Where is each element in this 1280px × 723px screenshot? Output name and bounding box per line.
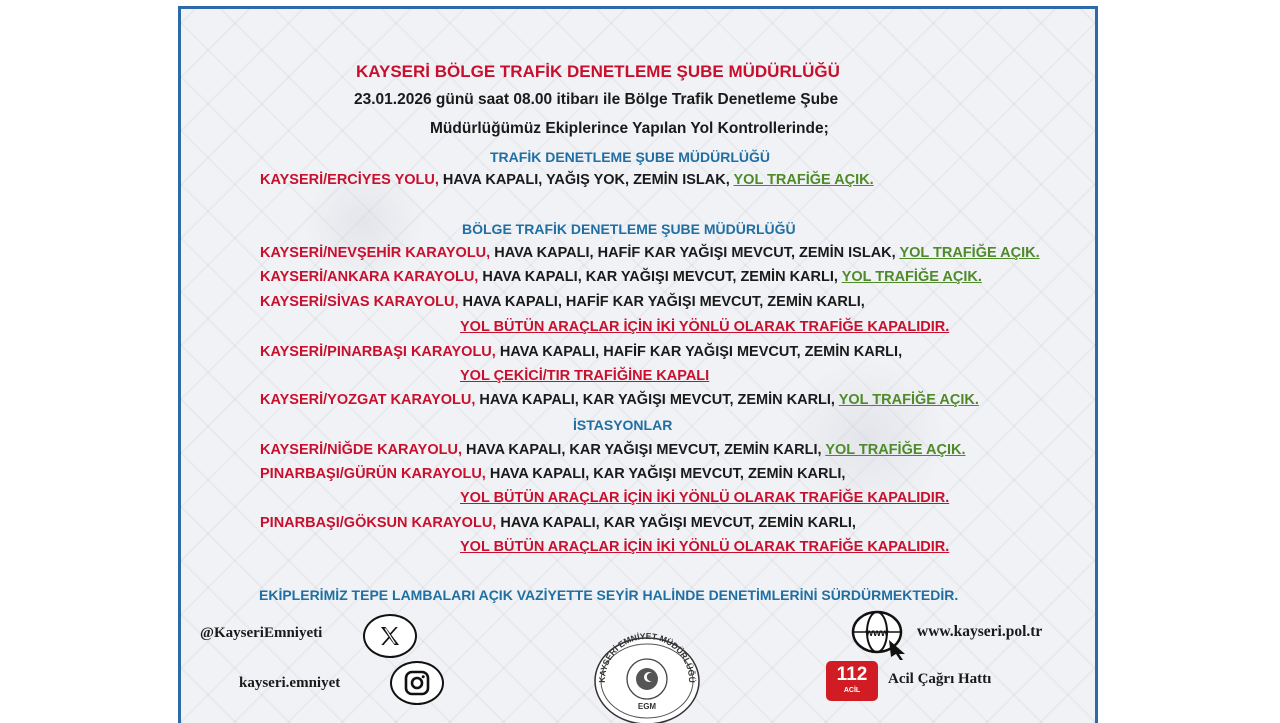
road-name: PINARBAŞI/GÜRÜN KARAYOLU, bbox=[260, 466, 486, 482]
road-name: KAYSERİ/ANKARA KARAYOLU, bbox=[260, 269, 479, 285]
website-link[interactable]: www.kayseri.pol.tr bbox=[917, 623, 1043, 640]
road-conditions: HAVA KAPALI, HAFİF KAR YAĞIŞI MEVCUT, ZEMİN KARLI, bbox=[458, 294, 865, 310]
road-line bbox=[260, 514, 856, 532]
road-conditions: HAVA KAPALI, YAĞIŞ YOK, ZEMİN ISLAK, bbox=[438, 172, 734, 188]
road-conditions: HAVA KAPALI, KAR YAĞIŞI MEVCUT, ZEMİN KARLI, bbox=[475, 392, 839, 408]
road-name: KAYSERİ/NİĞDE KARAYOLU, bbox=[260, 442, 462, 458]
road-line bbox=[260, 293, 865, 311]
road-line bbox=[260, 441, 965, 459]
instagram-icon[interactable] bbox=[390, 661, 444, 705]
road-name: KAYSERİ/YOZGAT KARAYOLU, bbox=[260, 392, 476, 408]
road-name: KAYSERİ/ERCİYES YOLU, bbox=[260, 172, 439, 188]
section-trafik-title: TRAFİK DENETLEME ŞUBE MÜDÜRLÜĞÜ bbox=[490, 149, 770, 165]
road-name: KAYSERİ/PINARBAŞI KARAYOLU, bbox=[260, 344, 496, 360]
police-seal-logo bbox=[591, 631, 703, 723]
section-bolge-title: BÖLGE TRAFİK DENETLEME ŞUBE MÜDÜRLÜĞÜ bbox=[462, 221, 796, 237]
road-line bbox=[260, 244, 1040, 262]
instagram-handle[interactable]: kayseri.emniyet bbox=[239, 675, 341, 691]
road-conditions: HAVA KAPALI, HAFİF KAR YAĞIŞI MEVCUT, ZEMİN ISLAK, bbox=[490, 245, 900, 261]
road-status: YOL TRAFİĞE AÇIK. bbox=[841, 269, 982, 285]
subtitle-line-2: Müdürlüğümüz Ekiplerince Yapılan Yol Kontrollerinde; bbox=[430, 120, 829, 137]
road-status: YOL BÜTÜN ARAÇLAR İÇİN İKİ YÖNLÜ OLARAK TRAFİĞE KAPALIDIR. bbox=[460, 539, 950, 555]
road-status: YOL BÜTÜN ARAÇLAR İÇİN İKİ YÖNLÜ OLARAK TRAFİĞE KAPALIDIR. bbox=[460, 490, 950, 506]
road-conditions: HAVA KAPALI, KAR YAĞIŞI MEVCUT, ZEMİN KARLI, bbox=[461, 442, 826, 458]
patrol-note: EKİPLERİMİZ TEPE LAMBALARI AÇIK VAZİYETTE SEYİR HALİNDE DENETİMLERİNİ SÜRDÜRMEKTEDİR. bbox=[259, 587, 959, 603]
www-icon-text: www bbox=[865, 628, 889, 639]
seal-top-text: KAYSERİ EMNİYET MÜDÜRLÜĞÜ bbox=[596, 631, 698, 683]
emergency-label: Acil Çağrı Hattı bbox=[888, 671, 992, 687]
emergency-badge-sub: ACİL bbox=[843, 687, 861, 694]
road-conditions: HAVA KAPALI, KAR YAĞIŞI MEVCUT, ZEMİN KARLI, bbox=[478, 269, 842, 285]
seal-bottom-text: EGM bbox=[637, 702, 657, 711]
road-status: YOL ÇEKİCİ/TIR TRAFİĞİNE KAPALI bbox=[460, 368, 710, 384]
subtitle-line-1: 23.01.2026 günü saat 08.00 itibarı ile Bölge Trafik Denetleme Şube bbox=[354, 91, 839, 108]
road-name: KAYSERİ/SİVAS KARAYOLU, bbox=[260, 294, 459, 310]
x-twitter-icon[interactable] bbox=[363, 614, 417, 658]
road-line bbox=[260, 171, 874, 189]
road-status: YOL BÜTÜN ARAÇLAR İÇİN İKİ YÖNLÜ OLARAK TRAFİĞE KAPALIDIR. bbox=[460, 319, 950, 335]
road-status: YOL TRAFİĞE AÇIK. bbox=[825, 442, 966, 458]
announcement-poster bbox=[178, 6, 1098, 723]
emergency-number: 112 bbox=[836, 664, 868, 685]
road-conditions: HAVA KAPALI, HAFİF KAR YAĞIŞI MEVCUT, ZEMİN KARLI, bbox=[495, 344, 903, 360]
road-conditions: HAVA KAPALI, KAR YAĞIŞI MEVCUT, ZEMİN KARLI, bbox=[485, 466, 846, 482]
road-status: YOL TRAFİĞE AÇIK. bbox=[899, 245, 1040, 261]
section-istasyonlar-title: İSTASYONLAR bbox=[573, 417, 673, 433]
globe-www-icon[interactable] bbox=[851, 610, 911, 660]
road-status: YOL TRAFİĞE AÇIK. bbox=[838, 392, 979, 408]
twitter-handle[interactable]: @KayseriEmniyeti bbox=[200, 625, 323, 641]
emergency-112-badge bbox=[826, 661, 878, 701]
road-name: PINARBAŞI/GÖKSUN KARAYOLU, bbox=[260, 515, 497, 531]
poster-title: KAYSERİ BÖLGE TRAFİK DENETLEME ŞUBE MÜDÜRLÜĞÜ bbox=[356, 62, 840, 81]
road-line bbox=[260, 465, 845, 483]
road-line bbox=[260, 391, 979, 409]
road-line bbox=[260, 268, 982, 286]
road-name: KAYSERİ/NEVŞEHİR KARAYOLU, bbox=[260, 245, 491, 261]
road-line bbox=[260, 343, 902, 361]
instagram-logo-glyph bbox=[404, 670, 430, 696]
x-logo-glyph bbox=[378, 624, 402, 648]
road-conditions: HAVA KAPALI, KAR YAĞIŞI MEVCUT, ZEMİN KARLI, bbox=[496, 515, 856, 531]
road-status: YOL TRAFİĞE AÇIK. bbox=[733, 172, 874, 188]
